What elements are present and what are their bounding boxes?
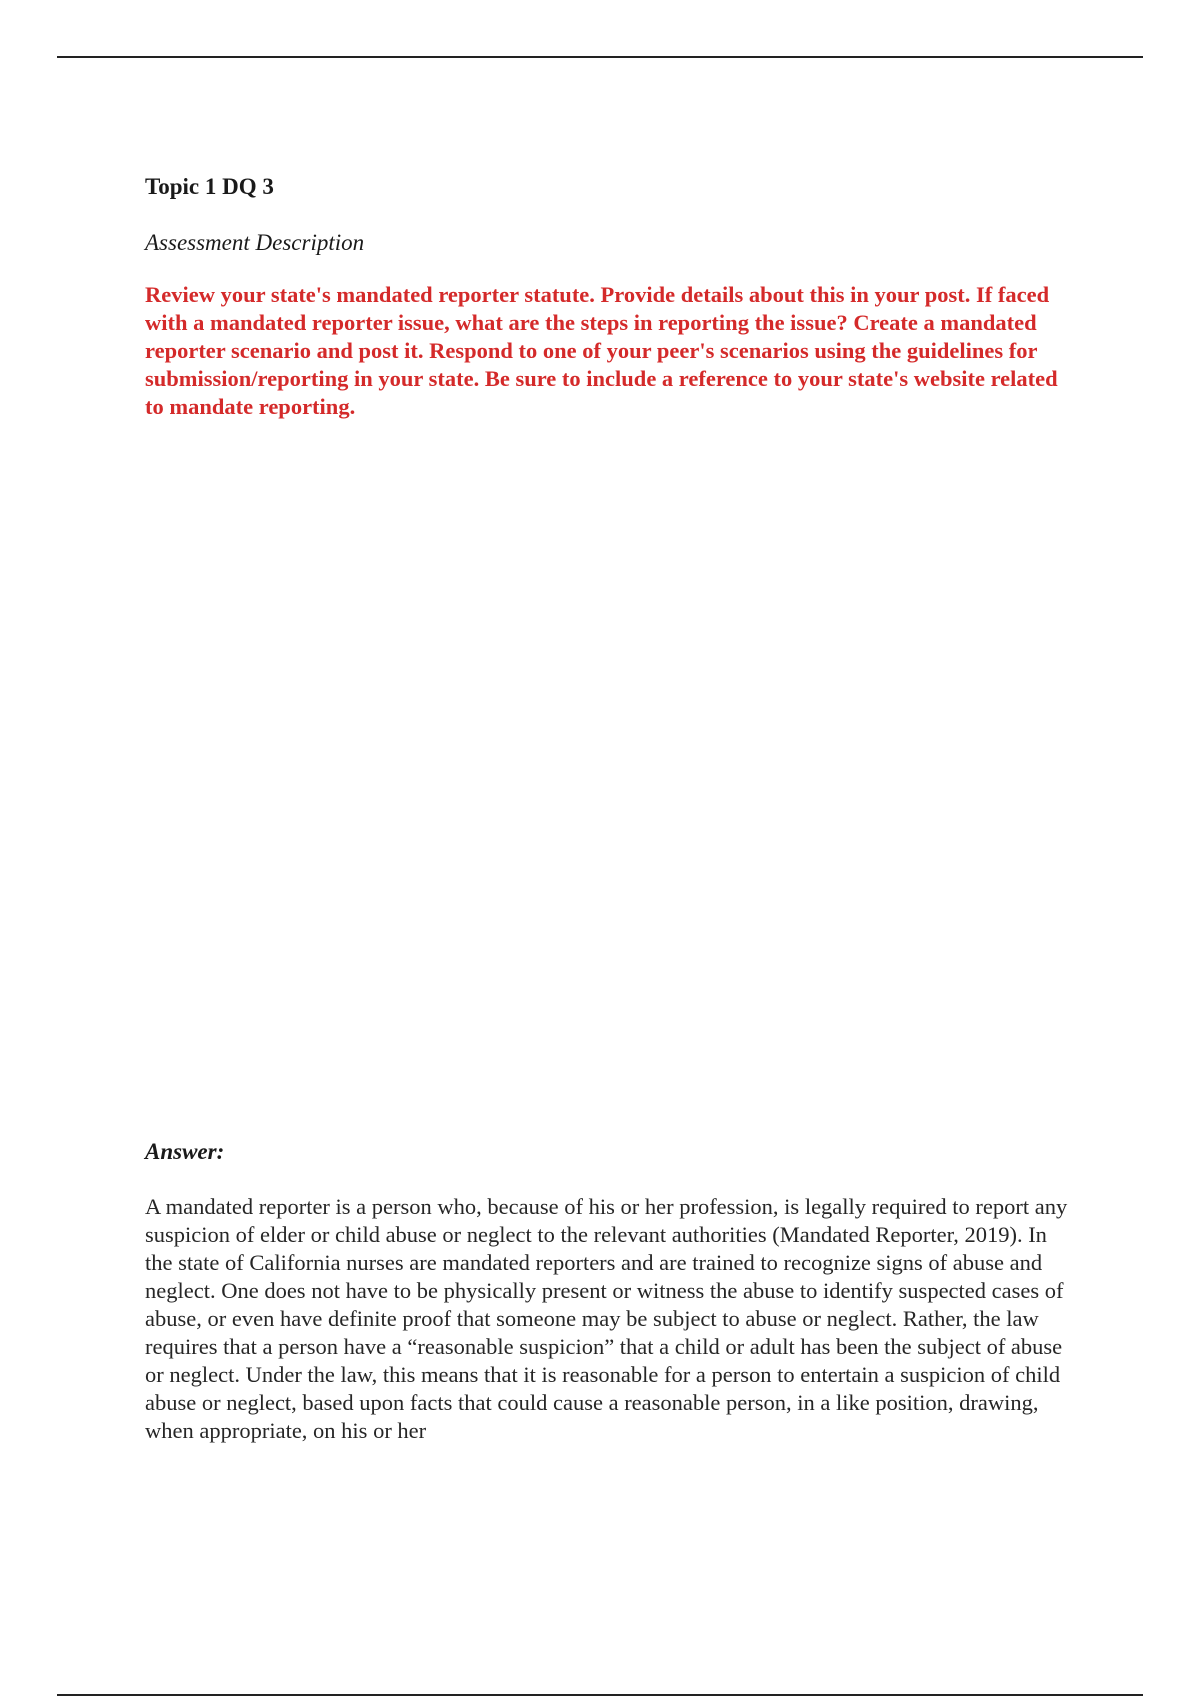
- document-title: Topic 1 DQ 3: [145, 174, 274, 199]
- footer-rule: [57, 1694, 1143, 1696]
- answer-body: A mandated reporter is a person who, because of his or her profession, is legally required to report any suspicion of elder or child abuse or neglect to the relevant authorities (Mandated Reporter, 2019). In the state of California nurses are mandated reporters and are trained to recognize signs of abuse and neglect. One does not have to be physically present or witness the abuse to identify suspected cases of abuse, or even have definite proof that someone may be subject to abuse or neglect. Rather, the law requires that a person have a “reasonable suspicion” that a child or adult has been the subject of abuse or neglect. Under the law, this means that it is reasonable for a person to entertain a suspicion of child abuse or neglect, based upon facts that could cause a reasonable person, in a like position, drawing, when appropriate, on his or her: [145, 1194, 1068, 1443]
- assessment-description-heading: Assessment Description: [145, 230, 365, 255]
- answer-label: Answer:: [145, 1139, 225, 1164]
- assessment-prompt: Review your state's mandated reporter statute. Provide details about this in your post. If faced with a mandated reporter issue, what are the steps in reporting the issue? Create a mandated reporter scenario and post it. Respond to one of your peer's scenarios using the guidelines for submission/reporting in your state. Be sure to include a reference to your state's website related to mandate reporting.: [145, 282, 1058, 419]
- header-rule: [57, 56, 1143, 58]
